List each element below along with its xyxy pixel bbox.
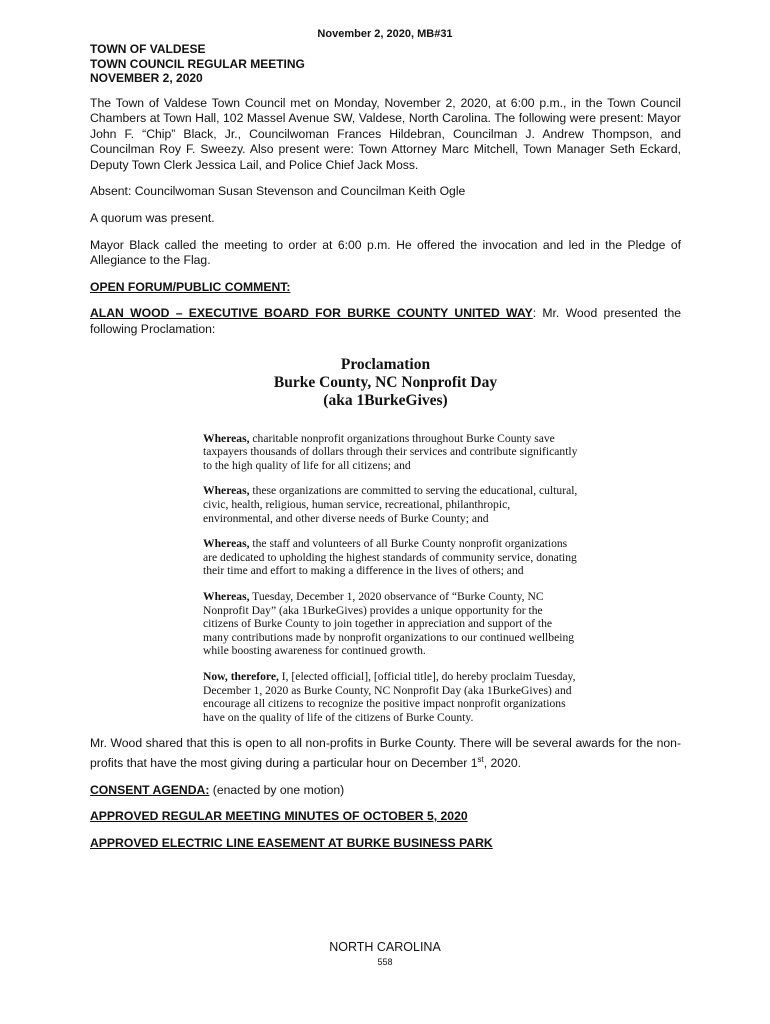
whereas-text: the staff and volunteers of all Burke County nonprofit organizations are dedicated to upholding the highest standards of community service, donating their time and effort to making a difference in the lives of others; and — [203, 537, 577, 578]
whereas-clause-4 — [203, 590, 579, 658]
page-number: 558 — [377, 957, 393, 967]
whereas-text: Tuesday, December 1, 2020 observance of “Burke County, NC Nonprofit Day” (aka 1BurkeGives) provides a unique opportunity for the citizens of Burke County to join together in appreciation and support of the many contributions made by nonprofit organizations to our continued wellbeing while boosting awareness for continued growth. — [203, 589, 575, 658]
now-therefore-clause — [203, 670, 579, 724]
consent-agenda-text: (enacted by one motion) — [209, 782, 345, 797]
absent-paragraph: Absent: Councilwoman Susan Stevenson and Councilman Keith Ogle — [90, 184, 466, 199]
wood-shared-text-end: , 2020. — [483, 755, 522, 770]
ordinal-suffix: st — [477, 754, 484, 764]
alan-wood-paragraph — [90, 306, 681, 337]
now-therefore-lead: Now, therefore, — [203, 669, 279, 683]
open-forum-heading: OPEN FORUM/PUBLIC COMMENT: — [90, 279, 291, 294]
page-footer — [0, 940, 770, 967]
wood-shared-paragraph — [90, 736, 681, 771]
whereas-lead: Whereas, — [203, 537, 250, 551]
title-date: NOVEMBER 2, 2020 — [90, 71, 203, 85]
whereas-clause-3 — [203, 537, 579, 578]
easement-approved-heading: APPROVED ELECTRIC LINE EASEMENT AT BURKE BUSINESS PARK — [90, 835, 493, 850]
document-body — [90, 42, 681, 862]
proclamation-title-line2: Burke County, NC Nonprofit Day — [273, 373, 498, 391]
whereas-text: these organizations are committed to serving the educational, cultural, civic, health, religious, human service, recreational, philanthropic, environmental, and other diverse needs of Burke County; and — [203, 484, 578, 525]
proclamation-body — [203, 432, 579, 725]
whereas-text: charitable nonprofit organizations throughout Burke County save taxpayers thousands of dollars through their services and contribute significantly to the high quality of life for all citizens; and — [203, 431, 578, 472]
now-therefore-text: I, [elected official], [official title], do hereby proclaim Tuesday, December 1, 2020 as Burke County, NC Nonprofit Day (aka 1BurkeGives) and encourage all citizens to recognize the positive impact nonprofit organizations have on the quality of life of the citizens of Burke County. — [203, 669, 576, 724]
title-town: TOWN OF VALDESE — [90, 42, 206, 56]
whereas-lead: Whereas, — [203, 431, 250, 445]
call-to-order-paragraph: Mayor Black called the meeting to order at 6:00 p.m. He offered the invocation and led in the Pledge of Allegiance to the Flag. — [90, 237, 681, 268]
minutes-approved-heading: APPROVED REGULAR MEETING MINUTES OF OCTOBER 5, 2020 — [90, 809, 468, 824]
proclamation-title-line3: (aka 1BurkeGives) — [323, 391, 448, 409]
intro-paragraph: The Town of Valdese Town Council met on Monday, November 2, 2020, at 6:00 p.m., in the Town Council Chambers at Town Hall, 102 Massel Avenue SW, Valdese, North Carolina. The following were present: Mayor John F. “Chip” Black, Jr., Councilwoman Frances Hildebran, Councilman J. Andrew Thompson, and Councilman Roy F. Sweezy. Also present were: Town Attorney Marc Mitchell, Town Manager Seth Eckard, Deputy Town Clerk Jessica Lail, and Police Chief Jack Moss. — [90, 95, 681, 172]
whereas-lead: Whereas, — [203, 484, 250, 498]
running-header: November 2, 2020, MB#31 — [317, 28, 453, 40]
alan-wood-heading: ALAN WOOD – EXECUTIVE BOARD FOR BURKE COUNTY UNITED WAY — [90, 306, 533, 321]
consent-agenda-paragraph — [90, 783, 681, 799]
title-block — [90, 42, 681, 86]
whereas-clause-1 — [203, 432, 579, 473]
quorum-paragraph: A quorum was present. — [90, 211, 215, 226]
consent-agenda-heading: CONSENT AGENDA: — [90, 782, 210, 797]
footer-state: NORTH CAROLINA — [329, 940, 441, 954]
whereas-lead: Whereas, — [203, 589, 250, 603]
whereas-clause-2 — [203, 484, 579, 525]
wood-shared-text: Mr. Wood shared that this is open to all non-profits in Burke County. There will be several awards for the non-profits that have the most giving during a particular hour on December 1 — [90, 736, 681, 770]
title-meeting: TOWN COUNCIL REGULAR MEETING — [90, 56, 305, 71]
proclamation-title — [90, 356, 681, 410]
proclamation-title-line1: Proclamation — [340, 355, 431, 373]
alan-wood-text: : Mr. Wood presented the following Proclamation: — [90, 306, 681, 337]
